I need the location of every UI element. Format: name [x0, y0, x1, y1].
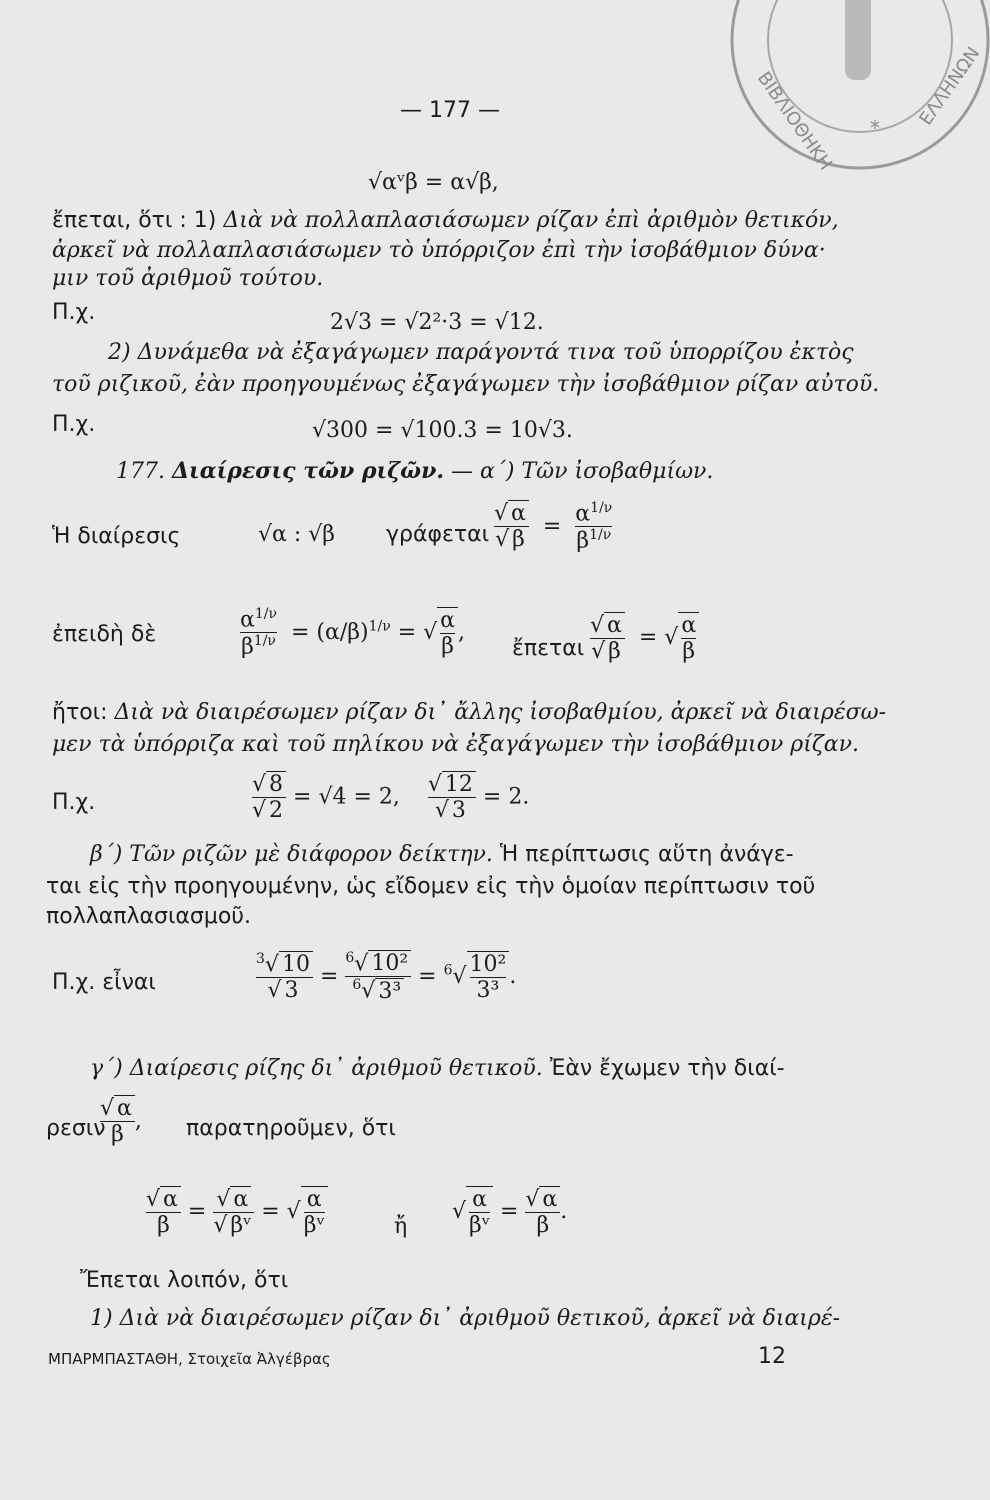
para1-line1: [52, 208, 839, 234]
division-label: Ἡ διαίρεσις: [52, 524, 181, 549]
svg-text:ΒΙΒΛΙΟΘΗΚΗ: ΒΙΒΛΙΟΘΗΚΗ: [752, 68, 837, 175]
para2-line1: 2) Δυνάμεθα νὰ ἐξαγάγωμεν παράγοντά τινα τοῦ ὑπορρίζου ἐκτὸς: [108, 340, 854, 365]
example2-formula: √300 = √100.3 = 10√3.: [312, 418, 573, 443]
para4-line2: ται εἰς τὴν προηγουμένην, ὡς εἴδομεν εἰς τὴν ὁμοίαν περίπτωσιν τοῦ: [46, 874, 816, 899]
para1-line3: μιν τοῦ ἀριθμοῦ τούτου.: [52, 266, 324, 291]
division-by-number-formula: $\frac{√ \alpha}{\beta}$ = $\frac{√ \alpha}{\text{√ βᵛ}}$ = √ $\frac{\alpha}{\text{βᵛ}}$: [146, 1186, 328, 1238]
section-heading: [116, 458, 713, 485]
example2-label: Π.χ.: [52, 412, 96, 437]
para5-lead: γ΄) Διαίρεσις ρίζης δι᾽ ἀριθμοῦ θετικοῦ.: [90, 1056, 543, 1081]
division-word: γράφεται: [386, 522, 490, 547]
para5-rest: Ἐὰν ἔχωμεν τὴν διαί-: [549, 1056, 785, 1081]
para5-fraction: $\frac{√ \alpha}{\beta}$ ,: [100, 1096, 142, 1147]
page-number: — 177 —: [400, 98, 500, 123]
para5-line1: [90, 1056, 785, 1082]
library-seal-stamp: [720, 0, 990, 210]
section-subtitle: — α΄) Τῶν ἰσοβαθμίων.: [451, 459, 714, 484]
since-label: ἐπειδὴ δὲ: [52, 622, 157, 647]
division-result: $\frac{√ \alpha}{√ \beta}$ = $\frac{\alpha^{1/\nu}}{\beta^{1/\nu}}$: [494, 500, 613, 554]
example4-label: Π.χ. εἶναι: [52, 970, 156, 995]
example1-label: Π.χ.: [52, 300, 96, 325]
example3-end: = 2.: [482, 784, 530, 810]
example4-formula: $\frac{^3√ 10}{√ 3}$ = $\frac{^6√ 10^2}{^6√ 3^3}$ = $^6$√ $\frac{\text{10²}}{\text{3³}}$ .: [256, 950, 517, 1004]
para6-line1: 1) Διὰ νὰ διαιρέσωμεν ρίζαν δι᾽ ἀριθμοῦ θετικοῦ, ἀρκεῖ νὰ διαιρέ-: [90, 1306, 841, 1331]
example1-formula: 2√3 = √2²·3 = √12.: [330, 310, 544, 335]
since-then: ἔπεται: [512, 636, 585, 661]
division-expr: √α : √β: [258, 522, 336, 547]
example3-mid: = √4 = 2,: [293, 784, 400, 810]
since-result: $\frac{√ \alpha}{√ \beta}$ = √ $\frac{\alpha}{\beta}$: [590, 612, 699, 664]
alt-formula: √ $\frac{\alpha}{\text{βᵛ}}$ = $\frac{√ \alpha}{\beta}$ .: [452, 1186, 568, 1238]
footer-signature-number: 12: [758, 1344, 786, 1369]
para4-line3: πολλαπλασιασμοῦ.: [46, 904, 252, 929]
example3-label: Π.χ.: [52, 790, 96, 815]
section-number: 177.: [116, 459, 165, 484]
para1-lead: ἔπεται, ὅτι : 1): [52, 208, 217, 233]
para4-line1-text: Ἡ περίπτωσις αὕτη ἀνάγε-: [499, 842, 794, 867]
para1-line1-text: Διὰ νὰ πολλαπλασιάσωμεν ρίζαν ἐπὶ ἀριθμὸν θετικόν,: [223, 208, 839, 233]
para3-line1-text: Διὰ νὰ διαιρέσωμεν ρίζαν δι᾽ ἄλλης ἰσοβαθμίου, ἀρκεῖ νὰ διαιρέσω-: [114, 700, 887, 725]
para2-line2: τοῦ ριζικοῦ, ἐὰν προηγουμένως ἐξαγάγωμεν τὴν ἰσοβάθμιον ρίζαν αὐτοῦ.: [52, 372, 880, 397]
section-title: Διαίρεσις τῶν ριζῶν.: [171, 458, 445, 484]
svg-text:*: *: [870, 116, 880, 140]
footer-book-title: ΜΠΑΡΜΠΑΣΤΑΘΗ, Στοιχεῖα Ἀλγέβρας: [48, 1350, 331, 1368]
para3-lead: ἤτοι:: [52, 700, 108, 725]
or-word: ἤ: [394, 1214, 408, 1239]
since-expr: $\frac{\alpha^{1/\nu}}{\beta^{1/\nu}}$ = $(\alpha/\beta)^{1/\nu}$ = √ $\frac{\alpha}{\beta}$ ,: [240, 606, 466, 660]
header-formula: √αᵛβ = α√β,: [368, 170, 499, 195]
para1-line2: ἀρκεῖ νὰ πολλαπλασιάσωμεν τὸ ὑπόρριζον ἐπὶ τὴν ἰσοβάθμιον δύνα·: [52, 238, 826, 263]
example3-formula: $\frac{√ 8}{√ 2}$ = √4 = 2, $\frac{√ 12}{√ 3}$ = 2.: [252, 772, 530, 823]
para4-lead: β΄) Τῶν ριζῶν μὲ διάφορον δείκτην.: [90, 842, 493, 867]
para3-line1: [52, 700, 886, 726]
para5-line2b: παρατηροῦμεν, ὅτι: [186, 1116, 396, 1141]
para3-line2: μεν τὰ ὑπόρριζα καὶ τοῦ πηλίκου νὰ ἐξαγάγωμεν τὴν ἰσοβάθμιον ρίζαν.: [52, 732, 860, 757]
para6-lead: Ἔπεται λοιπόν, ὅτι: [80, 1268, 289, 1293]
para5-line2a: ρεσιν: [46, 1116, 106, 1141]
svg-text:ΕΛΛΗΝΩΝ: ΕΛΛΗΝΩΝ: [915, 43, 985, 130]
para4-line1: [90, 842, 794, 868]
